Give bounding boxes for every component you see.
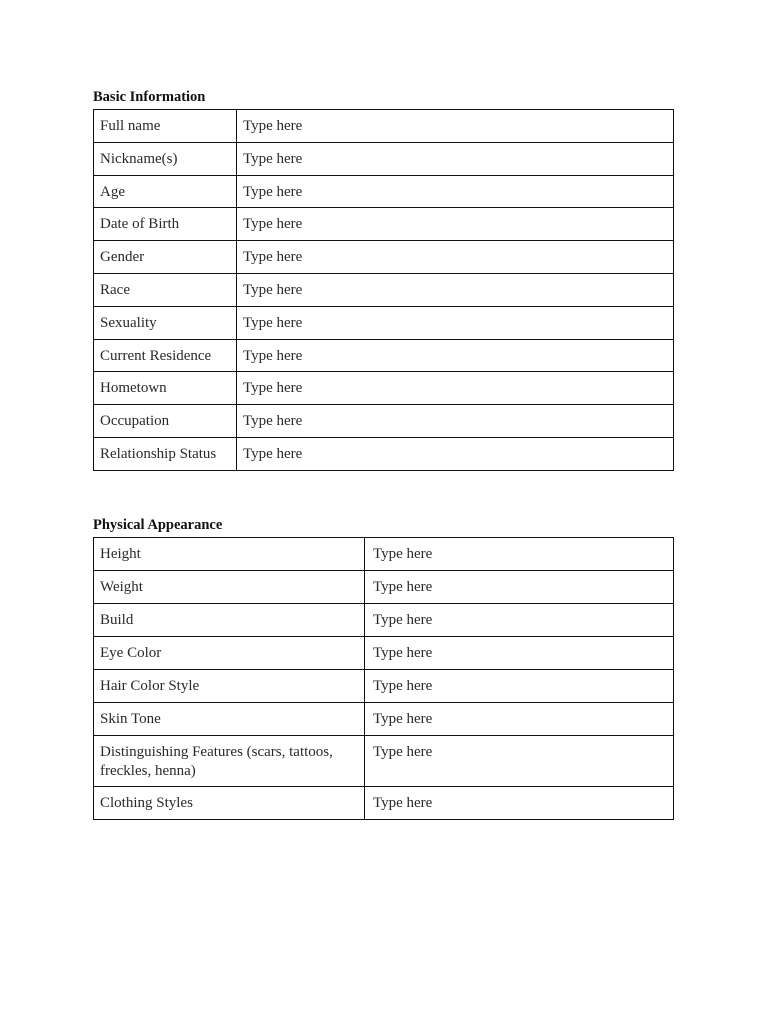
table-row: [94, 405, 674, 438]
field-value-skin-tone[interactable]: Type here: [373, 711, 433, 727]
field-label-build: Build: [100, 612, 134, 628]
field-value[interactable]: [365, 538, 674, 571]
field-value-current-residence[interactable]: Type here: [243, 347, 303, 364]
field-value-weight[interactable]: Type here: [373, 579, 433, 595]
table-row: [94, 670, 674, 703]
field-label-gender: Gender: [100, 249, 145, 266]
field-value-full-name[interactable]: Type here: [243, 118, 303, 134]
field-label: [94, 670, 365, 703]
field-label: [94, 339, 237, 372]
field-value-age[interactable]: Type here: [243, 183, 303, 200]
field-value[interactable]: [365, 571, 674, 604]
field-label-age: Age: [100, 183, 125, 200]
field-label-race: Race: [100, 281, 130, 298]
field-label-sexuality: Sexuality: [100, 314, 157, 331]
table-row: [94, 110, 674, 143]
table-row: [94, 273, 674, 306]
field-value[interactable]: [237, 372, 674, 405]
field-label-nicknames: Nickname(s): [100, 150, 178, 167]
field-label-weight: Weight: [100, 579, 143, 595]
field-label: [94, 208, 237, 241]
field-value[interactable]: [237, 306, 674, 339]
table-row: [94, 142, 674, 175]
field-label-clothing-styles: Clothing Styles: [100, 795, 193, 811]
table-row: [94, 339, 674, 372]
physical-appearance-table: [93, 537, 674, 820]
field-label: [94, 703, 365, 736]
field-label-eye-color: Eye Color: [100, 645, 162, 661]
field-value[interactable]: [237, 142, 674, 175]
field-label: [94, 437, 237, 470]
field-value-race[interactable]: Type here: [243, 281, 303, 298]
field-label: [94, 175, 237, 208]
field-label: [94, 637, 365, 670]
field-value[interactable]: [365, 703, 674, 736]
field-label: [94, 241, 237, 274]
field-value[interactable]: [237, 437, 674, 470]
field-label: [94, 110, 237, 143]
field-value-sexuality[interactable]: Type here: [243, 314, 303, 331]
field-value-nicknames[interactable]: Type here: [243, 150, 303, 167]
field-label: [94, 273, 237, 306]
table-row: [94, 306, 674, 339]
field-value[interactable]: [365, 670, 674, 703]
field-label: [94, 405, 237, 438]
field-label-distinguishing-features: Distinguishing Features (scars, tattoos, freckles, henna): [100, 744, 333, 779]
table-row: [94, 736, 674, 787]
physical-appearance-heading: Physical Appearance: [93, 517, 223, 533]
table-row: [94, 703, 674, 736]
field-label: [94, 142, 237, 175]
field-value-hometown[interactable]: Type here: [243, 380, 303, 397]
field-label: [94, 538, 365, 571]
field-value[interactable]: [365, 604, 674, 637]
field-value-clothing-styles[interactable]: Type here: [373, 795, 433, 811]
field-value-date-of-birth[interactable]: Type here: [243, 216, 303, 233]
field-value[interactable]: [237, 339, 674, 372]
field-value-distinguishing-features[interactable]: Type here: [373, 744, 433, 760]
field-label-full-name: Full name: [100, 118, 161, 134]
field-label-height: Height: [100, 546, 141, 562]
field-value-gender[interactable]: Type here: [243, 249, 303, 266]
field-label-date-of-birth: Date of Birth: [100, 216, 180, 233]
table-row: [94, 571, 674, 604]
field-value-hair-color-style[interactable]: Type here: [373, 678, 433, 694]
table-row: [94, 175, 674, 208]
field-label-hair-color-style: Hair Color Style: [100, 678, 200, 694]
table-row: [94, 208, 674, 241]
field-value-eye-color[interactable]: Type here: [373, 645, 433, 661]
table-row: [94, 437, 674, 470]
field-label: [94, 787, 365, 820]
field-value[interactable]: [365, 637, 674, 670]
field-label-skin-tone: Skin Tone: [100, 711, 161, 727]
basic-information-table: [93, 109, 674, 471]
field-label-relationship-status: Relationship Status: [100, 445, 217, 462]
field-value[interactable]: [237, 110, 674, 143]
table-row: [94, 637, 674, 670]
field-label-occupation: Occupation: [100, 413, 170, 430]
table-row: [94, 604, 674, 637]
field-label: [94, 604, 365, 637]
table-row: [94, 538, 674, 571]
field-value[interactable]: [237, 273, 674, 306]
field-value[interactable]: [237, 208, 674, 241]
field-value[interactable]: [237, 241, 674, 274]
field-value-relationship-status[interactable]: Type here: [243, 445, 303, 462]
table-row: [94, 787, 674, 820]
field-value[interactable]: [237, 175, 674, 208]
field-value-build[interactable]: Type here: [373, 612, 433, 628]
field-label: [94, 306, 237, 339]
basic-information-heading: Basic Information: [93, 89, 206, 105]
field-label: [94, 736, 365, 787]
table-row: [94, 241, 674, 274]
field-value[interactable]: [365, 736, 674, 787]
field-label: [94, 571, 365, 604]
field-value-occupation[interactable]: Type here: [243, 413, 303, 430]
field-value[interactable]: [237, 405, 674, 438]
field-value-height[interactable]: Type here: [373, 546, 433, 562]
table-row: [94, 372, 674, 405]
field-value[interactable]: [365, 787, 674, 820]
field-label-hometown: Hometown: [100, 380, 167, 397]
field-label-current-residence: Current Residence: [100, 347, 212, 364]
field-label: [94, 372, 237, 405]
